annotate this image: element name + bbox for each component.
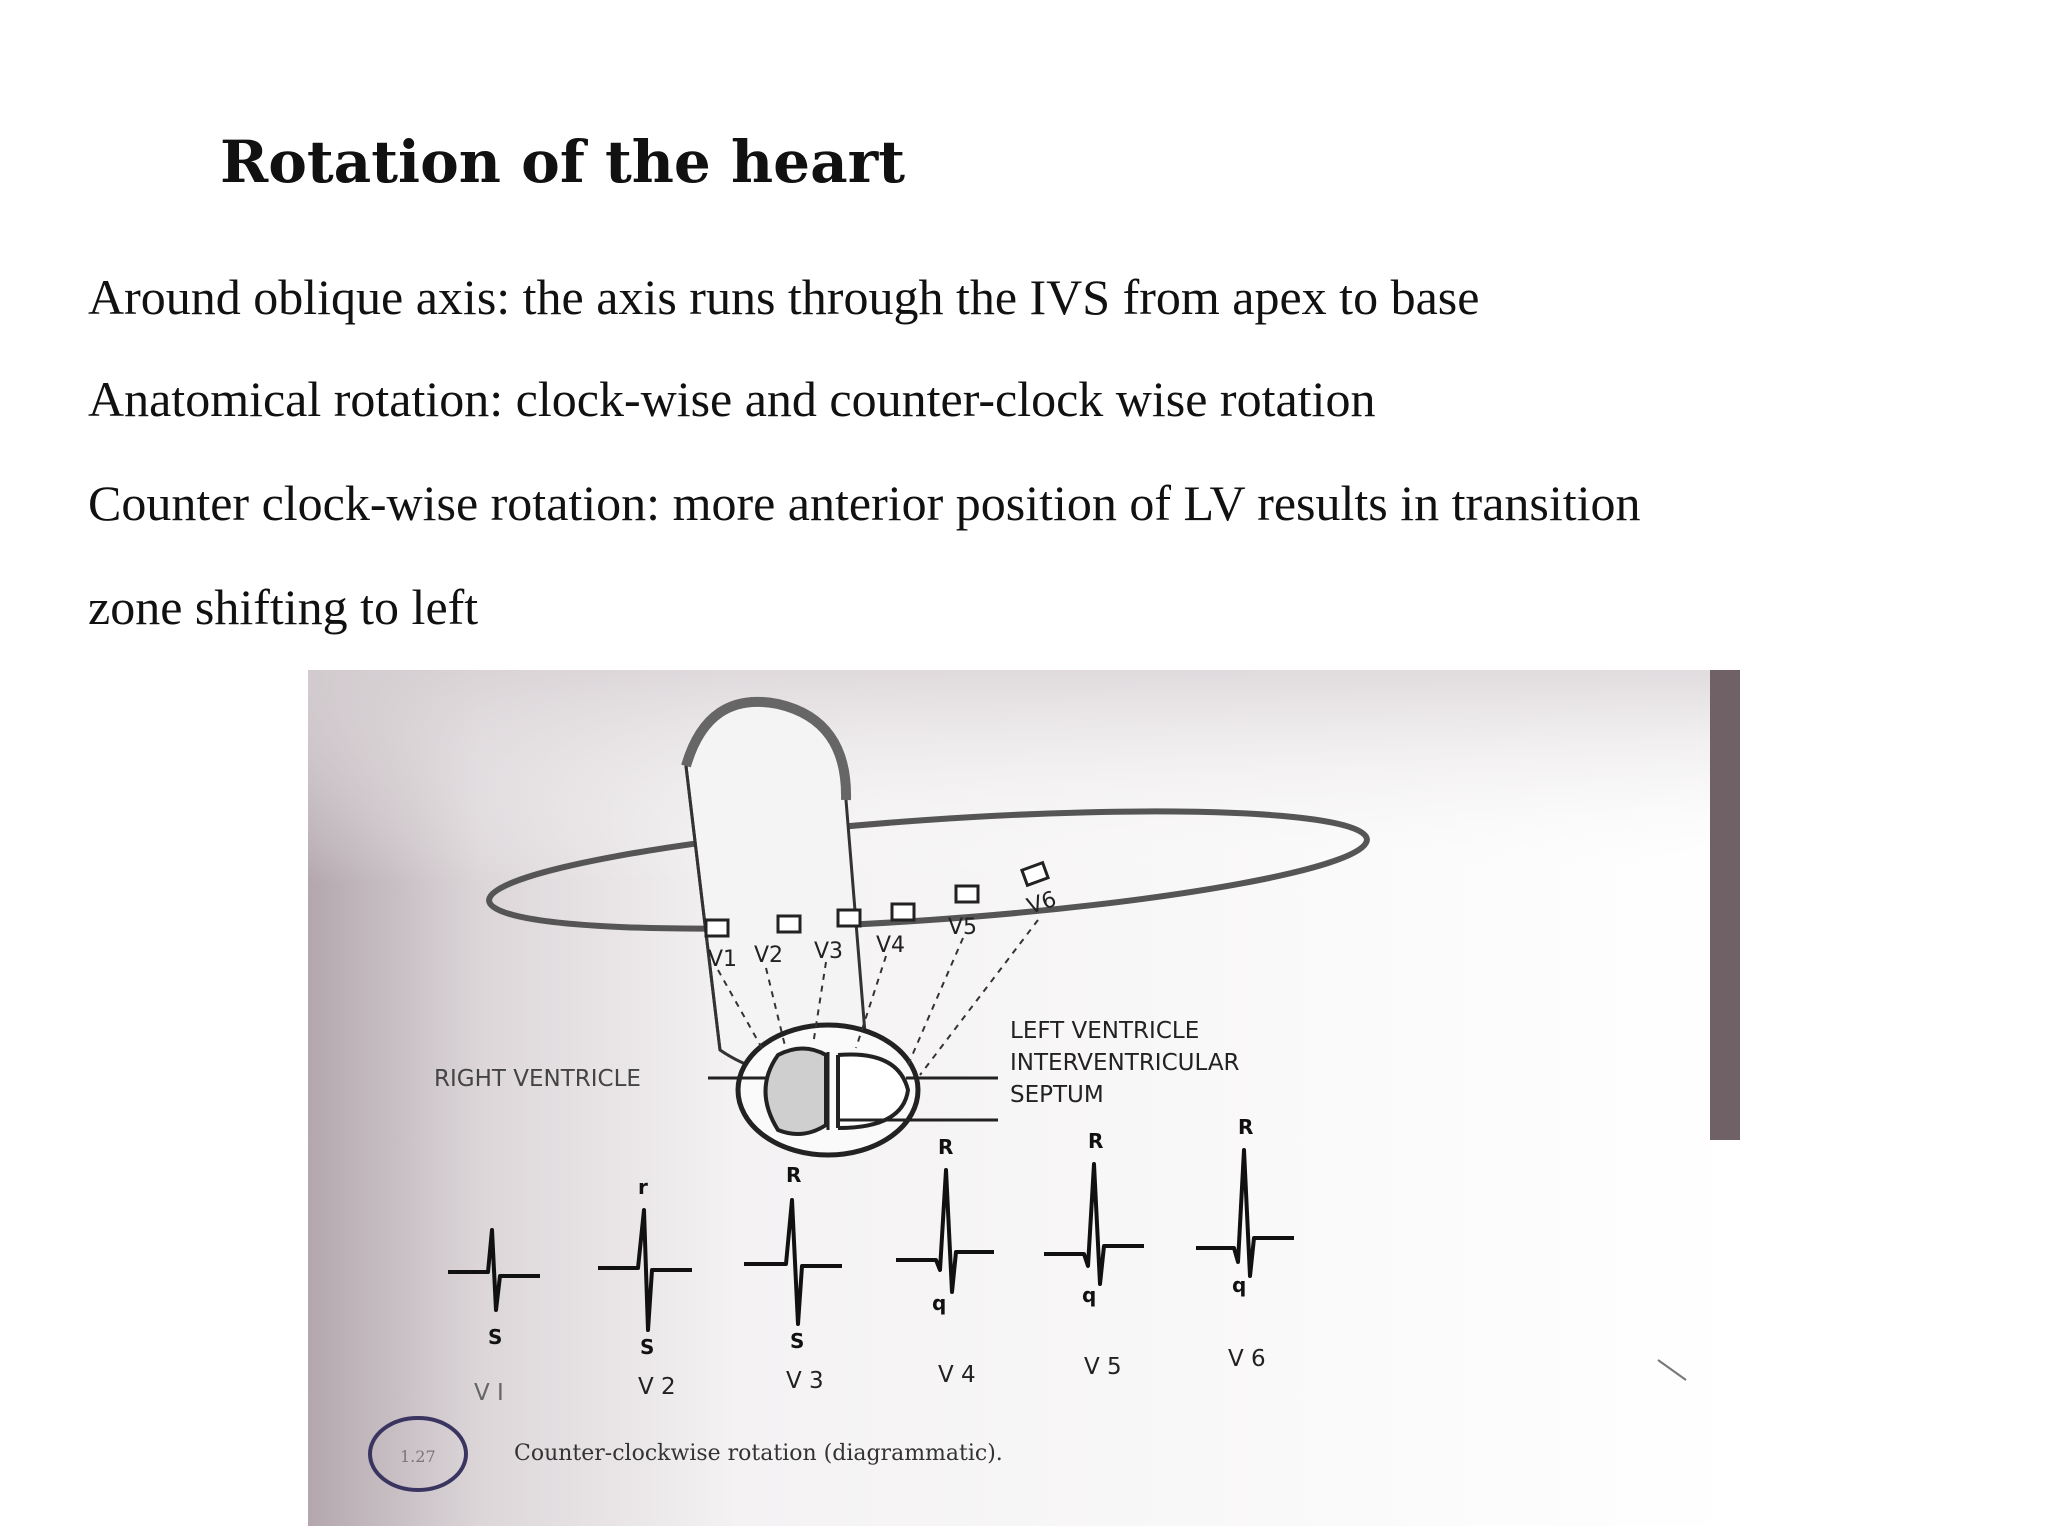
- text-line-transition-zone: zone shifting to left: [88, 579, 479, 635]
- lead-label-v6: V6: [1024, 886, 1060, 920]
- lead-label-v4: V4: [876, 933, 906, 958]
- left-ventricle-label: LEFT VENTRICLE: [1010, 1018, 1200, 1044]
- septum-label-line-1: INTERVENTRICULAR: [1010, 1050, 1240, 1076]
- slide-title: Rotation of the heart: [220, 128, 906, 196]
- peak-v3-r: R: [786, 1163, 802, 1187]
- peak-v1-s: S: [488, 1325, 503, 1349]
- complex-label-v6: V 6: [1228, 1346, 1266, 1372]
- complex-label-v3: V 3: [786, 1368, 824, 1394]
- electrode-v2: [778, 916, 800, 932]
- text-line-oblique-axis: Around oblique axis: the axis runs through the IVS from apex to base: [88, 269, 1480, 325]
- complex-label-v5: V 5: [1084, 1354, 1122, 1380]
- peak-v2-s: S: [640, 1335, 655, 1359]
- peak-v6-r: R: [1238, 1115, 1254, 1139]
- figure-number: 1.27: [400, 1447, 436, 1466]
- septum-label-line-2: SEPTUM: [1010, 1082, 1104, 1108]
- complex-label-v4: V 4: [938, 1362, 976, 1388]
- electrode-v1: [706, 920, 728, 936]
- peak-v4-q: q: [932, 1291, 947, 1315]
- lead-label-v5: V5: [948, 915, 978, 940]
- caption-text: Counter-clockwise rotation (diagrammatic).: [514, 1441, 1003, 1466]
- peak-v5-r: R: [1088, 1129, 1104, 1153]
- electrode-v5: [956, 886, 978, 902]
- lead-label-v1: V1: [708, 947, 738, 972]
- electrode-v4: [892, 904, 914, 920]
- peak-v3-s: S: [790, 1329, 805, 1353]
- peak-v6-q: q: [1232, 1273, 1247, 1297]
- complex-label-v2: V 2: [638, 1374, 676, 1400]
- peak-v4-r: R: [938, 1135, 954, 1159]
- page-edge-shadow: [1710, 670, 1740, 1140]
- text-line-counter-clockwise: Counter clock-wise rotation: more anterior position of LV results in transition: [88, 475, 1641, 531]
- right-ventricle-label: RIGHT VENTRICLE: [434, 1066, 641, 1092]
- ventricle-cross-section: [738, 1025, 918, 1155]
- electrode-v3: [838, 910, 860, 926]
- heart-rotation-diagram: [308, 670, 1740, 1526]
- lead-label-v2: V2: [754, 943, 784, 968]
- complex-label-v1: V I: [474, 1380, 504, 1406]
- peak-v2-r: r: [638, 1175, 648, 1199]
- lead-label-v3: V3: [814, 939, 844, 964]
- text-line-anatomical-rotation: Anatomical rotation: clock-wise and counter-clock wise rotation: [88, 371, 1376, 427]
- peak-v5-q: q: [1082, 1283, 1097, 1307]
- scanned-figure: [308, 670, 1740, 1526]
